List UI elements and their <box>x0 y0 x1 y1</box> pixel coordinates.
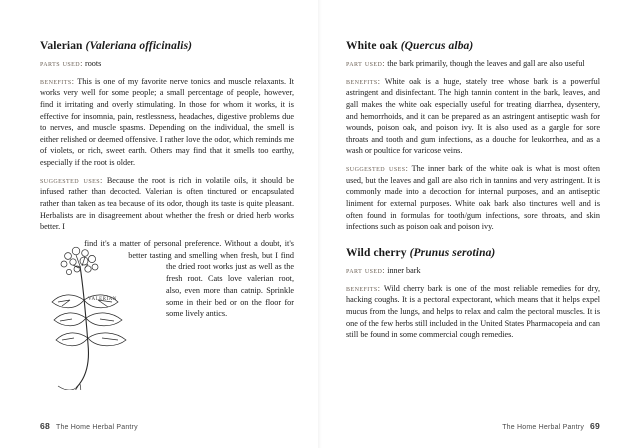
valerian-plant-illustration <box>40 240 158 390</box>
parts-used-wild-cherry <box>346 264 600 277</box>
entry-common-name: Valerian <box>40 40 83 52</box>
parts-used-value: the bark primarily, though the leaves and gall are also useful <box>387 59 585 68</box>
suggested-uses-valerian <box>40 174 294 233</box>
left-running-head: The Home Herbal Pantry <box>55 424 138 431</box>
entry-common-name: Wild cherry <box>346 246 407 259</box>
benefits-value: This is one of my favorite nerve tonics and muscle relaxants. It works very well for some people; a small percentage of people, however, find it irritating and overly stimulating. In those for whom it works, it is effective for insomnia, pain, restlessness, headaches, digestive problems due to nerves, and muscle spasms. Depending on the individual, the smell is either relished or deemed offensive. I rather love the odor, which reminds me of violets, or rich, sweet earth. Others may find that it smells too earthy, especially if the root is older. <box>40 76 294 168</box>
benefits-label: benefits: <box>346 75 381 86</box>
left-page-footer <box>40 421 138 431</box>
benefits-value: Wild cherry bark is one of the most reliable remedies for dry, hacking coughs. It is a pectoral expectorant, which means that it helps expel mucus from the lungs, and helps to relax and calm the pectoral muscles. It is one of the few herbs still included in the United States Pharmacopeia and can still be found in some commercial cough remedies. <box>346 283 600 340</box>
entry-scientific-name: (Valeriana officinalis) <box>85 40 193 52</box>
right-page-footer <box>502 421 600 431</box>
parts-used-value: inner bark <box>387 265 421 275</box>
benefits-label: benefits: <box>346 282 381 293</box>
suggested-uses-value: Because the root is rich in volatile oils, it should be infused rather than decocted. Valerian is often tinctured or encapsulated rather than taken as tea because of its odor, though its taste is quite pleasant. Herbalists are in disagreement about whether the fresh or dried herb works better. I <box>40 175 294 232</box>
right-running-head: The Home Herbal Pantry <box>502 424 585 431</box>
benefits-label: benefits: <box>40 75 75 86</box>
entry-title-valerian <box>40 40 294 52</box>
suggested-uses-value: The inner bark of the white oak is what is most often used, but the leaves and gall are also rich in tannins and very astringent. It is commonly made into a decoction for internal purposes, and an antiseptic liniment for external purposes. White oak bark also tinctures well and is often found in formulas for tooth/gum infections, sore throats, and skin infections such as poison oak and poison ivy. <box>346 164 600 232</box>
benefits-wild-cherry <box>346 282 600 341</box>
entry-scientific-name: (Prunus serotina) <box>409 246 496 259</box>
parts-used-label: part used: <box>346 58 386 68</box>
right-page <box>320 0 640 448</box>
illustration-caption: valerian <box>88 293 117 302</box>
entry-title-wild-cherry <box>346 247 600 259</box>
benefits-white-oak <box>346 75 600 157</box>
entry-title-white-oak <box>346 40 600 52</box>
entry-common-name: White oak <box>346 40 398 52</box>
suggested-uses-label: suggested uses: <box>40 174 103 185</box>
left-page-number: 68 <box>40 421 50 431</box>
entry-scientific-name: (Quercus alba) <box>400 40 474 52</box>
parts-used-label: part used: <box>346 264 386 275</box>
illustration-block <box>40 238 294 320</box>
parts-used-white-oak <box>346 57 600 70</box>
valerian-wrap-text: find it's a matter of personal preference. Without a doubt, it's better tasting and smelling when fresh, but I find the dried root works just as well as the fresh root. Cats love valerian root, also, even more than catnip. Sprinkle some in their bed or on the floor for some lively antics. <box>84 238 294 319</box>
benefits-value: White oak is a huge, stately tree whose bark is a powerful astringent and disinfectant. The high tannin content in the bark, leaves, and gall makes the white oak especially useful for treating diarrhea, dysentery, and hemorrhoids, and it can be prepared as an astringent antiseptic wash for wounds, poison oak, and poison ivy. It is also used as a gargle for sore throats and tooth and gum infections, as a douche for leukorrhea, and as a wash or poultice for varicose veins. <box>346 76 600 156</box>
right-page-number: 69 <box>590 421 600 431</box>
suggested-uses-white-oak <box>346 162 600 233</box>
parts-used-label: parts used: <box>40 58 83 68</box>
parts-used-valerian <box>40 57 294 70</box>
benefits-valerian <box>40 75 294 169</box>
suggested-uses-label: suggested uses: <box>346 163 409 174</box>
parts-used-value: roots <box>84 59 102 68</box>
